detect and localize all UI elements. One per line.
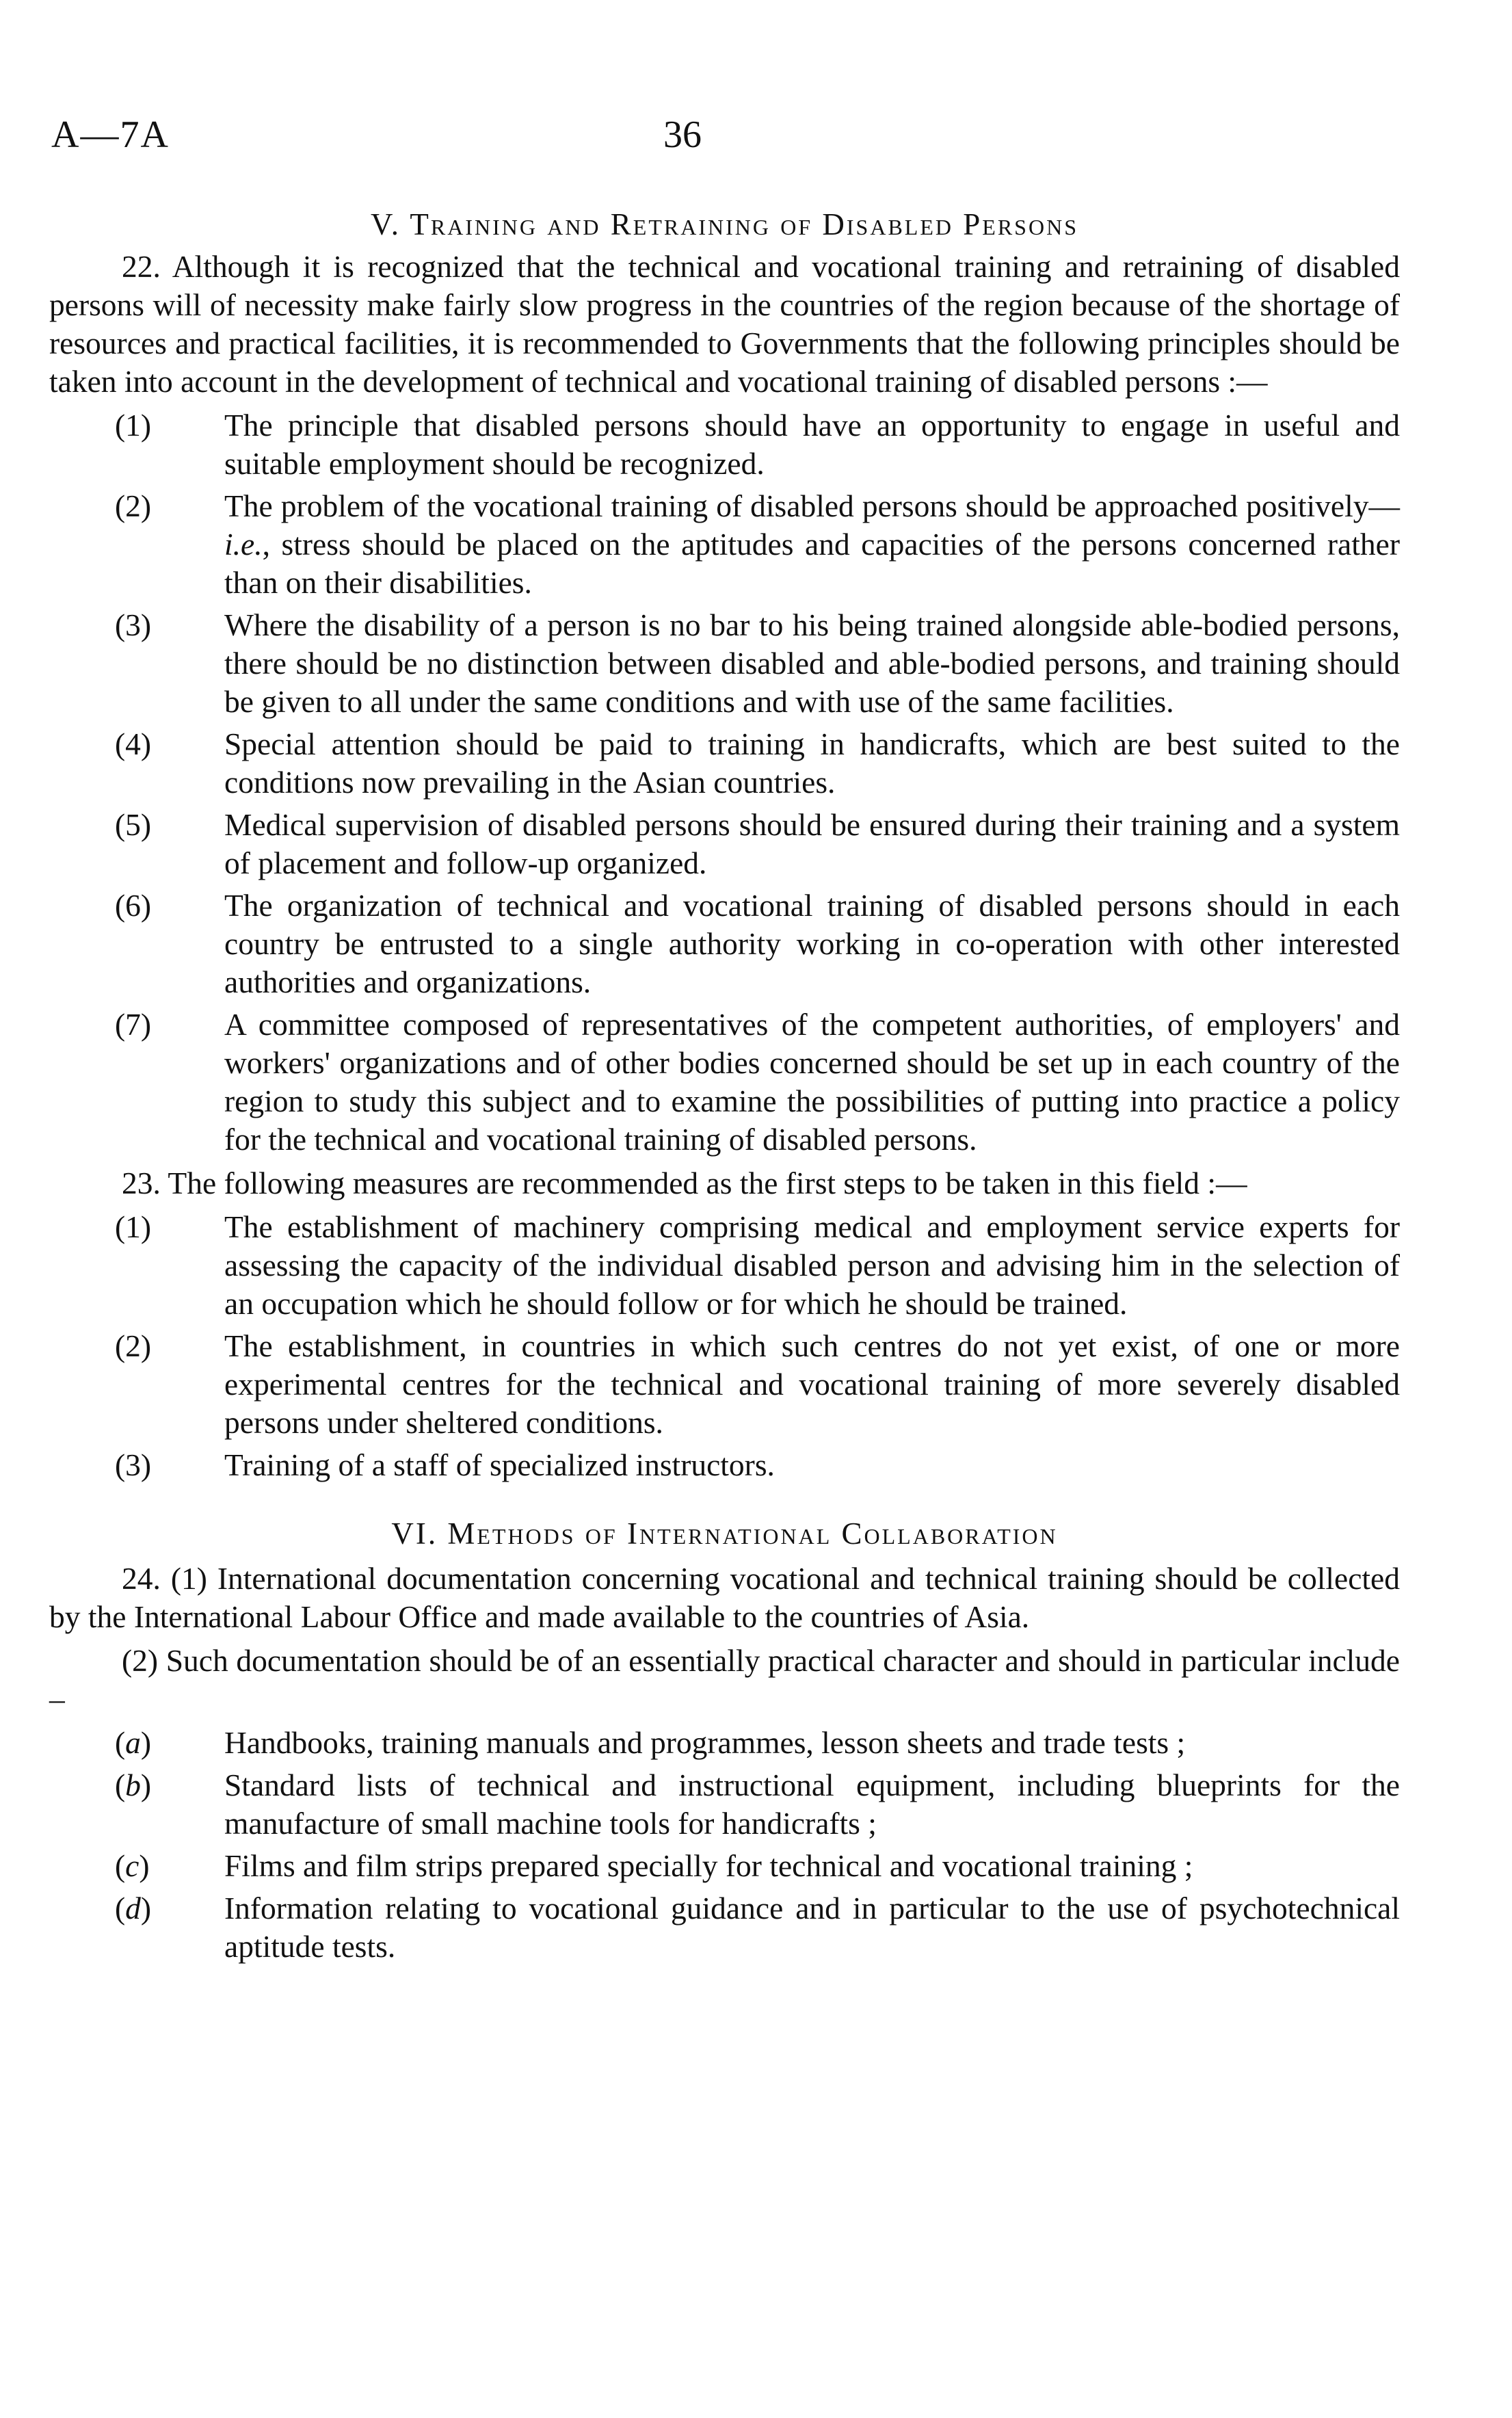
documentation-item xyxy=(49,1889,1400,1966)
item-text: Films and film strips prepared specially for technical and vocational training ; xyxy=(224,1848,1193,1883)
measure-item xyxy=(49,1208,1400,1323)
principle-item xyxy=(49,487,1400,602)
item-label: (a) xyxy=(115,1725,152,1760)
principle-item xyxy=(49,1006,1400,1159)
paragraph-22: 22. Although it is recognized that the technical and vocational training and retraining of disabled persons will of necessity make fairly slow progress in the countries of the region because of the shortage of resources and practical facilities, it is recommended to Governments that the following principles should be taken into account in the development of technical and vocational training of disabled persons :— xyxy=(49,249,1400,399)
measure-item xyxy=(49,1446,1400,1484)
item-text-part: , stress should be placed on the aptitudes and capacities of the persons concerned rather than on their disabilities. xyxy=(224,527,1400,600)
item-text-part: The problem of the vocational training of disabled persons should be approached positively— xyxy=(224,488,1400,523)
item-text: Training of a staff of specialized instructors. xyxy=(224,1447,775,1482)
item-text xyxy=(224,487,1400,602)
item-label: (b) xyxy=(115,1767,152,1802)
item-number: (1) xyxy=(115,408,152,443)
item-label: (c) xyxy=(115,1848,150,1883)
principle-item xyxy=(49,406,1400,483)
item-number: (5) xyxy=(115,807,152,842)
principles-list xyxy=(49,406,1400,1159)
item-text: Where the disability of a person is no bar to his being trained alongside able-bodied persons, there should be no distinction between disabled and able-bodied persons, and training should be given to all under the same conditions and with use of the same facilities. xyxy=(224,607,1400,719)
document-reference: A—7A xyxy=(51,114,170,156)
paragraph-24-1: 24. (1) International documentation concerning vocational and technical training should be collected by the International Labour Office and made available to the countries of Asia. xyxy=(49,1561,1400,1634)
documentation-item xyxy=(49,1724,1400,1762)
item-number: (2) xyxy=(115,1328,152,1363)
page-number: 36 xyxy=(663,114,702,156)
item-text: Handbooks, training manuals and programmes, lesson sheets and trade tests ; xyxy=(224,1725,1186,1760)
principle-item xyxy=(49,725,1400,802)
paragraph-23: 23. The following measures are recommended as the first steps to be taken in this field :— xyxy=(122,1166,1247,1200)
item-text: Standard lists of technical and instructional equipment, including blueprints for the manufacture of small machine tools for handicrafts ; xyxy=(224,1767,1400,1841)
documentation-item xyxy=(49,1847,1400,1885)
documentation-list xyxy=(49,1724,1400,1966)
item-number: (7) xyxy=(115,1007,152,1042)
item-number: (4) xyxy=(115,726,152,761)
item-text: The organization of technical and vocational training of disabled persons should in each country be entrusted to a single authority working in co-operation with other interested authorities and organizations. xyxy=(224,888,1400,999)
item-text: Special attention should be paid to training in handicrafts, which are best suited to the conditions now prevailing in the Asian countries. xyxy=(224,726,1400,800)
item-text: The establishment of machinery comprising medical and employment service experts for assessing the capacity of the individual disabled person and advising him in the selection of an occupation which he should follow or for which he should be trained. xyxy=(224,1209,1400,1321)
item-text: The principle that disabled persons should have an opportunity to engage in useful and suitable employment should be recognized. xyxy=(224,408,1400,481)
measure-item xyxy=(49,1327,1400,1442)
item-number: (2) xyxy=(115,488,152,523)
item-text-italic: i.e. xyxy=(224,527,263,562)
item-number: (1) xyxy=(115,1209,152,1244)
section-vi-heading: VI. Methods of International Collaboration xyxy=(391,1516,1058,1551)
item-number: (3) xyxy=(115,607,152,642)
page-header xyxy=(51,113,1461,161)
item-text: Information relating to vocational guidance and in particular to the use of psychotechnical aptitude tests. xyxy=(224,1891,1400,1964)
page-content xyxy=(49,205,1400,1971)
item-text: The establishment, in countries in which such centres do not yet exist, of one or more experimental centres for the technical and vocational training of more severely disabled persons under sheltered conditions. xyxy=(224,1328,1400,1440)
section-v-heading: V. Training and Retraining of Disabled Persons xyxy=(371,207,1078,241)
item-text: Medical supervision of disabled persons should be ensured during their training and a system of placement and follow-up organized. xyxy=(224,807,1400,880)
item-number: (6) xyxy=(115,888,152,923)
paragraph-24-2: (2) Such documentation should be of an essentially practical character and should in particular include – xyxy=(49,1643,1400,1716)
principle-item xyxy=(49,606,1400,721)
item-label: (d) xyxy=(115,1891,152,1926)
principle-item xyxy=(49,806,1400,882)
item-number: (3) xyxy=(115,1447,152,1482)
documentation-item xyxy=(49,1766,1400,1843)
measures-list xyxy=(49,1208,1400,1484)
item-text: A committee composed of representatives of the competent authorities, of employers' and workers' organizations and of other bodies concerned should be set up in each country of the region to study this subject and to examine the possibilities of putting into practice a policy for the technical and vocational training of disabled persons. xyxy=(224,1007,1400,1157)
principle-item xyxy=(49,886,1400,1001)
